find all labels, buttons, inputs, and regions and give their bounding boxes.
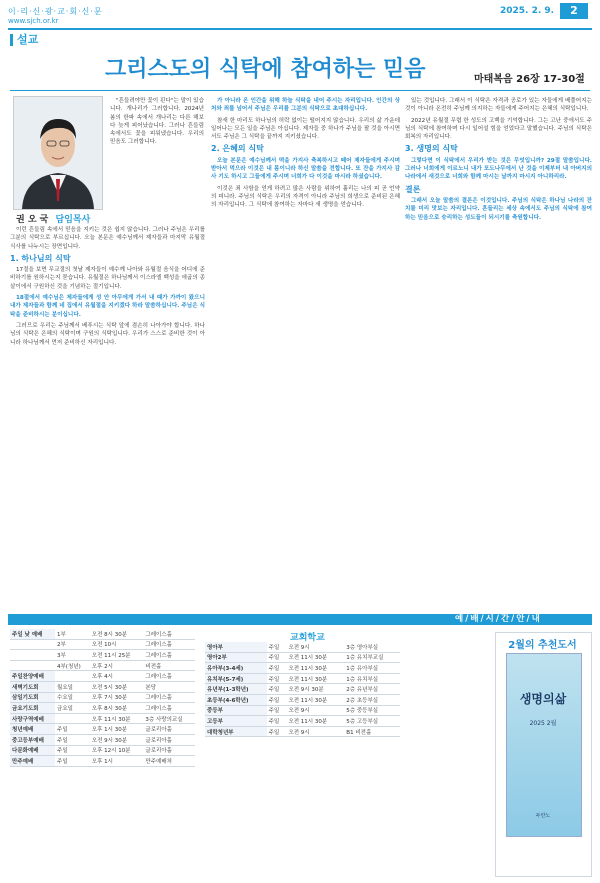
schedule-cell: 고등부 [205,716,267,727]
schedule-cell: 월요일 [55,681,90,692]
schedule-cell: 그레이스홀 [143,629,195,639]
subheading: 3. 생명의 식탁 [405,144,458,154]
paragraph: 그러므로 우리는 주님께서 베푸시는 식탁 앞에 겸손히 나아가야 합니다. 하나님의 식탁은 은혜의 식탁이며 구원의 식탁입니다. 우리가 스스로 준비한 것이 아니라 하나님께서 먼저 준비하신 자리입니다. [10,322,205,346]
subheading: 1. 하나님의 식탁 [10,253,71,263]
schedule-cell: 3층 영아부실 [344,642,400,652]
schedule-cell: 주일 [267,716,287,727]
schedule-cell: 오후 12시 10분 [90,745,144,756]
schedule-cell: 주일 [267,652,287,663]
schedule-cell: 오전 10시 [90,639,144,650]
schedule-cell: 오후 2시 [90,660,144,671]
schedule-cell: 주일 [267,705,287,716]
schedule-cell: 오전 11시 30분 [286,673,344,684]
book-subtitle: 2025 2월 [529,720,557,727]
church-school-table [205,642,400,737]
issue-date: 2025. 2. 9. [500,6,555,16]
schedule-cell: 오전 11시 30분 [286,694,344,705]
schedule-cell: 다문화예배 [10,745,55,756]
schedule-cell: 오후 1시 30분 [90,724,144,735]
subheading: 2. 은혜의 식탁 [211,144,264,154]
schedule-cell: 청년예배 [10,724,55,735]
schedule-cell: 유년부(1-3학년) [205,684,267,695]
schedule-cell: 오후 7시 30분 [90,692,144,703]
schedule-cell: 그레이스홀 [143,639,195,650]
schedule-cell: 삼일기도회 [10,692,55,703]
schedule-cell: 글로리아홀 [143,724,195,735]
schedule-cell: 오전 9시 [286,705,344,716]
paragraph: 이것은 죄 사함을 얻게 하려고 많은 사람을 위하여 흘리는 나의 피 곧 언약의 피니라. 주님의 식탁은 우리의 자격이 아니라 주님의 희생으로 준비된 은혜의 자리입니다. 그 식탁에 참여하는 자마다 새 생명을 얻습니다. [211,185,400,209]
church-school-row [205,673,400,684]
schedule-cell: 오전 9시 30분 [90,734,144,745]
schedule-cell: 오전 8시 30분 [90,629,144,639]
schedule-cell: 5층 고등부실 [344,716,400,727]
highlighted-paragraph: 그렇다면 이 식탁에서 우리가 받는 것은 무엇입니까? 29절 말씀입니다. 그러나 너희에게 이르노니 내가 포도나무에서 난 것을 이제부터 내 아버지의 나라에서 새것으로 너희와 함께 마시는 날까지 마시지 아니하리라. [405,157,592,181]
worship-row [10,629,195,639]
schedule-cell [55,671,90,682]
schedule-cell: 새벽기도회 [10,681,55,692]
schedule-cell: 영아부 [205,642,267,652]
schedule-cell: 오전 11시 30분 [286,663,344,674]
paragraph: 참새 한 마리도 하나님의 허락 없이는 떨어지지 않습니다. 우리의 삶 가운데 일어나는 모든 일을 주님은 아십니다. 제자들 중 하나가 주님을 팔 것을 아시면서도 주님은 그 식탁을 끝까지 지키셨습니다. [211,117,400,141]
schedule-cell: 비전홀 [143,660,195,671]
sermon-column-2 [211,97,400,610]
church-school-row [205,684,400,695]
worship-row [10,650,195,661]
schedule-cell: 수요일 [55,692,90,703]
church-school-row [205,716,400,727]
sermon-column-3 [405,97,592,610]
schedule-cell: 그레이스홀 [143,650,195,661]
schedule-cell: 오전 9시 30분 [286,684,344,695]
schedule-cell: 1층 유아부실 [344,663,400,674]
schedule-cell: 유아부(3-4세) [205,663,267,674]
subheading: 결론 [405,184,421,194]
pastor-role: 담임목사 [55,215,91,225]
schedule-cell: 만주예배 [10,756,55,767]
schedule-cell: 2부 [55,639,90,650]
schedule-cell: 주일찬양예배 [10,671,55,682]
schedule-cell: 글로리아홀 [143,745,195,756]
schedule-cell: 금요기도회 [10,703,55,714]
book-title: 생명의삶 [519,692,567,706]
schedule-cell: 주일 [55,745,90,756]
schedule-cell: 주일 [267,663,287,674]
worship-row [10,745,195,756]
schedule-cell: 2층 초등부실 [344,694,400,705]
schedule-cell: 5층 중등부실 [344,705,400,716]
book-cover [506,653,582,837]
schedule-cell [10,650,55,661]
paragraph: 2022년 유월절 무렵 한 성도의 고백을 기억합니다. 그는 고난 중에서도 주님의 식탁에 참여하며 다시 일어설 힘을 얻었다고 말했습니다. 주님의 식탁은 회복의 자리입니다. [405,117,592,141]
schedule-cell: 주일 [267,726,287,737]
schedule-cell: 주일 [267,673,287,684]
paragraph: 이런 흔들림 속에서 믿음을 지키는 것은 쉽지 않습니다. 그러나 주님은 우리를 그분의 식탁으로 부르십니다. 오늘 본문은 예수님께서 제자들과 마지막 유월절 식사를 나누시는 장면입니다. [10,227,205,250]
section-label: 설교 [10,34,38,46]
worship-row [10,681,195,692]
newspaper-name: 이·리·신·광·교·회·신·문 [8,7,103,16]
schedule-cell: 오전 9시 [286,726,344,737]
church-school-row [205,642,400,652]
schedule-cell: 주일 낮 예배 [10,629,55,639]
worship-row [10,724,195,735]
paragraph: 17절을 보면 무교절의 첫날 제자들이 예수께 나아와 유월절 음식을 어디에 준비하기를 원하시는지 묻습니다. 유월절은 하나님께서 이스라엘 백성을 애굽의 종살이에서 구원하신 것을 기념하는 절기입니다. [10,267,205,290]
schedule-cell: 주일 [55,724,90,735]
schedule-cell: 대학청년부 [205,726,267,737]
book-publisher: 두란노 [535,813,551,819]
highlighted-paragraph: 18절에서 예수님은 제자들에게 성 안 아무에게 가서 내 때가 가까이 왔으니 내가 제자들과 함께 네 집에서 유월절을 지키겠다 하라 말씀하십니다. 주님은 식탁을 준비하시는 분이십니다. [10,295,205,318]
schedule-cell [10,639,55,650]
sermon-title: 그리스도의 식탁에 참여하는 믿음 [105,57,426,82]
schedule-cell: 유치부(5-7세) [205,673,267,684]
highlighted-paragraph: 오늘 본문은 예수님께서 떡을 가지사 축복하시고 떼어 제자들에게 주시며 받아서 먹으라 이것은 내 몸이니라 하신 말씀을 전합니다. 또 잔을 가지사 감사 기도 하시고 그들에게 주시며 너희가 다 이것을 마시라 하셨습니다. [211,157,400,181]
schedule-cell: 오전 9시 [286,642,344,652]
schedule-cell: 만주예배처 [143,756,195,767]
schedule-cell: 사랑구역예배 [10,713,55,724]
paragraph: 있는 것입니다. 그래서 이 식탁은 자격과 공로가 있는 자들에게 베풀어지는 것이 아니라 온전히 주님께 의지하는 자들에게 주어지는 은혜의 식탁입니다. [405,98,592,113]
highlighted-paragraph: 가 아니라 온 인간을 위해 하늘 식탁을 내어 주시는 자리입니다. 인간의 상처와 죄를 넘어서 주님은 우리를 그분의 식탁으로 초대하십니다. [211,98,400,113]
church-url[interactable]: www.sjch.or.kr [8,17,59,25]
schedule-cell: 중등부 [205,705,267,716]
worship-row [10,713,195,724]
worship-row [10,671,195,682]
schedule-cell: 오후 1시 [90,756,144,767]
worship-row [10,660,195,671]
portrait-illustration [14,97,102,209]
schedule-cell: 오후 4시 [90,671,144,682]
schedule-cell: 1층 유치부교실 [344,652,400,663]
schedule-cell: 주일 [55,734,90,745]
worship-row [10,756,195,767]
scripture-reference: 마태복음 26장 17-30절 [474,74,585,85]
schedule-cell: 1부 [55,629,90,639]
church-school-row [205,694,400,705]
schedule-cell: 오전 11시 30분 [286,716,344,727]
title-rule [10,90,590,91]
church-school-row [205,726,400,737]
sermon-intro [110,97,204,225]
sermon-column-1 [10,226,205,610]
pastor-name: 권 오 국 [16,215,49,225]
schedule-cell: 1층 유치부실 [344,673,400,684]
church-school-title: 교회학교 [290,633,325,643]
schedule-cell: B1 비전홀 [344,726,400,737]
schedule-cell: 주일 [267,642,287,652]
schedule-cell: 영아2부 [205,652,267,663]
schedule-cell: 4부(청년) [55,660,90,671]
pastor-caption [16,212,90,225]
worship-row [10,692,195,703]
schedule-cell: 오후 11시 30분 [90,713,144,724]
schedule-cell [55,713,90,724]
schedule-cell: 3층 사랑의교실 [143,713,195,724]
church-school-row [205,705,400,716]
schedule-cell: 2층 유년부실 [344,684,400,695]
worship-row [10,734,195,745]
intro-paragraph: "흔들려야만 꽃이 핀다"는 말이 있습니다. 개나리가 그러합니다. 2024년 봄의 한파 속에서 개나리는 다른 해보다 늦게 피어났습니다. 그러나 흔들림 속에서도 꽃을 피워냈습니다. 우리의 믿음도 그러합니다. [110,98,204,146]
schedule-cell: 그레이스홀 [143,703,195,714]
schedule-cell: 본당 [143,681,195,692]
worship-schedule-table [10,629,195,767]
schedule-cell: 오전 11시 25분 [90,650,144,661]
page-number: 2 [560,3,588,19]
book-heading: 2월의 추천도서 [508,640,577,651]
schedule-cell: 오전 11시 30분 [286,652,344,663]
schedule-cell: 중고등부예배 [10,734,55,745]
schedule-cell: 글로리아홀 [143,734,195,745]
highlighted-paragraph: 그래서 오늘 말씀의 결론은 이것입니다. 주님의 식탁은 하나님 나라의 잔치를 미리 맛보는 자리입니다. 흔들리는 세상 속에서도 주님의 식탁에 참여하는 믿음으로 승리하는 성도들이 되시기를 축원합니다. [405,197,592,221]
pastor-photo [13,96,103,210]
schedule-cell [10,660,55,671]
church-school-row [205,652,400,663]
schedule-cell: 주일 [55,756,90,767]
header-rule [8,28,592,30]
schedule-cell: 3부 [55,650,90,661]
worship-row [10,639,195,650]
schedule-cell: 주일 [267,694,287,705]
schedule-cell: 초등부(4-6학년) [205,694,267,705]
schedule-cell: 주일 [267,684,287,695]
worship-schedule-label: 예/배/시/간/안/내 [455,614,542,624]
church-school-row [205,663,400,674]
schedule-cell: 그레이스홀 [143,671,195,682]
worship-row [10,703,195,714]
schedule-cell: 오후 8시 30분 [90,703,144,714]
schedule-cell: 금요일 [55,703,90,714]
schedule-cell: 그레이스홀 [143,692,195,703]
schedule-cell: 오전 5시 30분 [90,681,144,692]
